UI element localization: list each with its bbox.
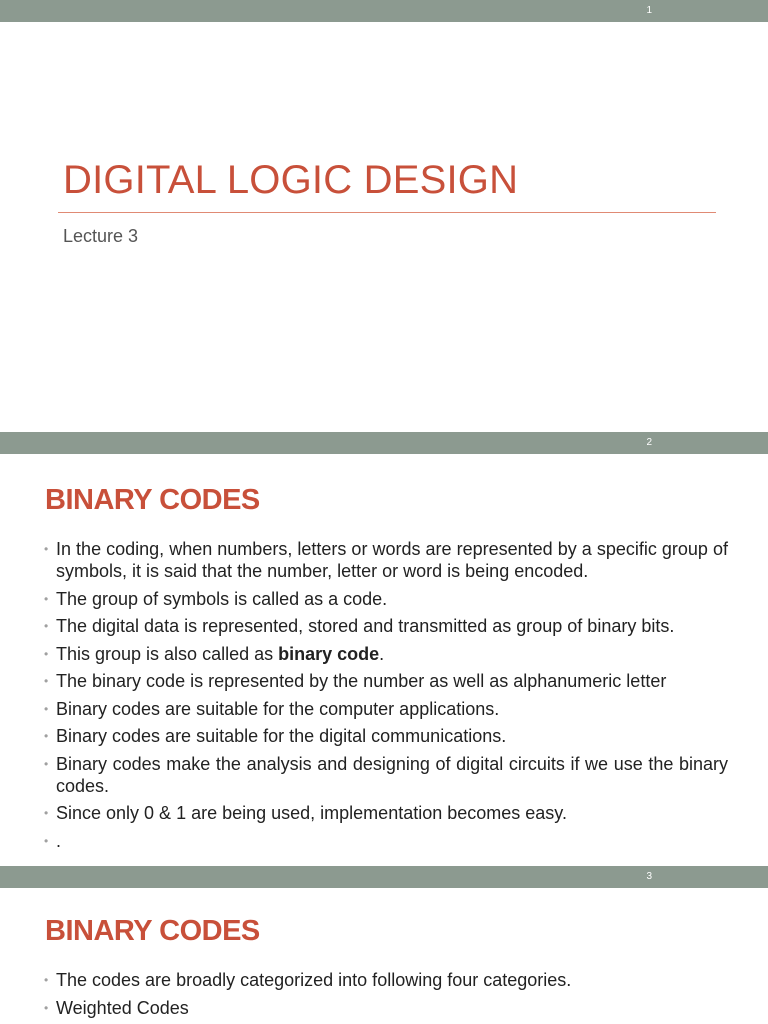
bullet-icon: • [44,973,49,987]
bullet-text: Binary codes make the analysis and designing of digital circuits if we use the binary codes. [56,753,728,796]
bullet-item [44,698,728,720]
bullet-icon: • [44,674,49,688]
bullet-text: In the coding, when numbers, letters or words are represented by a specific group of symbols, it is said that the number, letter or word is being encoded. [56,539,728,581]
bullet-icon: • [44,542,49,556]
bullet-icon: • [44,756,49,771]
bullet-text: . [56,830,62,851]
slide-header-bar [0,866,768,888]
bullet-list [44,969,728,1024]
bullet-item [44,588,728,610]
slide-title: BINARY CODES [45,484,260,516]
bullet-icon: • [44,646,49,661]
slide-title: BINARY CODES [45,915,260,947]
bullet-icon: • [44,619,49,633]
bullet-item [44,643,728,665]
bullet-item [44,830,728,852]
bullet-icon: • [44,729,49,743]
bullet-icon: • [44,591,49,606]
slide-number: 1 [646,5,652,16]
bullet-bold-term: binary code [278,643,380,664]
bullet-icon: • [44,701,49,716]
bullet-item [44,802,728,824]
slide-3 [0,866,768,1024]
slide-2 [0,432,768,866]
bullet-item [44,969,728,991]
slide-number: 2 [646,437,652,448]
presentation-title: DIGITAL LOGIC DESIGN [63,158,519,202]
bullet-item [44,538,728,582]
slide-header-bar [0,0,768,22]
bullet-text: The binary code is represented by the number as well as alphanumeric letter [56,671,667,691]
bullet-text: The group of symbols is called as a code. [56,588,388,609]
bullet-item [44,753,728,797]
bullet-icon: • [44,833,49,848]
bullet-text: Binary codes are suitable for the digital communications. [56,726,507,746]
slide-number: 3 [646,871,652,882]
bullet-text: This group is also called as [56,643,279,664]
bullet-text: . [379,643,385,664]
bullet-text: Binary codes are suitable for the computer applications. [56,698,500,719]
bullet-text: The codes are broadly categorized into following four categories. [56,970,572,990]
bullet-item [44,997,728,1019]
bullet-item [44,615,728,637]
bullet-text: Since only 0 & 1 are being used, implementation becomes easy. [56,803,567,823]
slide-1 [0,0,768,432]
bullet-text: The digital data is represented, stored and transmitted as group of binary bits. [56,616,675,636]
bullet-item [44,670,728,692]
title-divider [58,212,716,213]
bullet-text: Weighted Codes [56,997,189,1018]
slide-header-bar [0,432,768,454]
bullet-icon: • [44,806,49,820]
bullet-item [44,725,728,747]
bullet-list [44,538,728,857]
presentation-subtitle: Lecture 3 [63,226,139,246]
bullet-icon: • [44,1000,49,1015]
